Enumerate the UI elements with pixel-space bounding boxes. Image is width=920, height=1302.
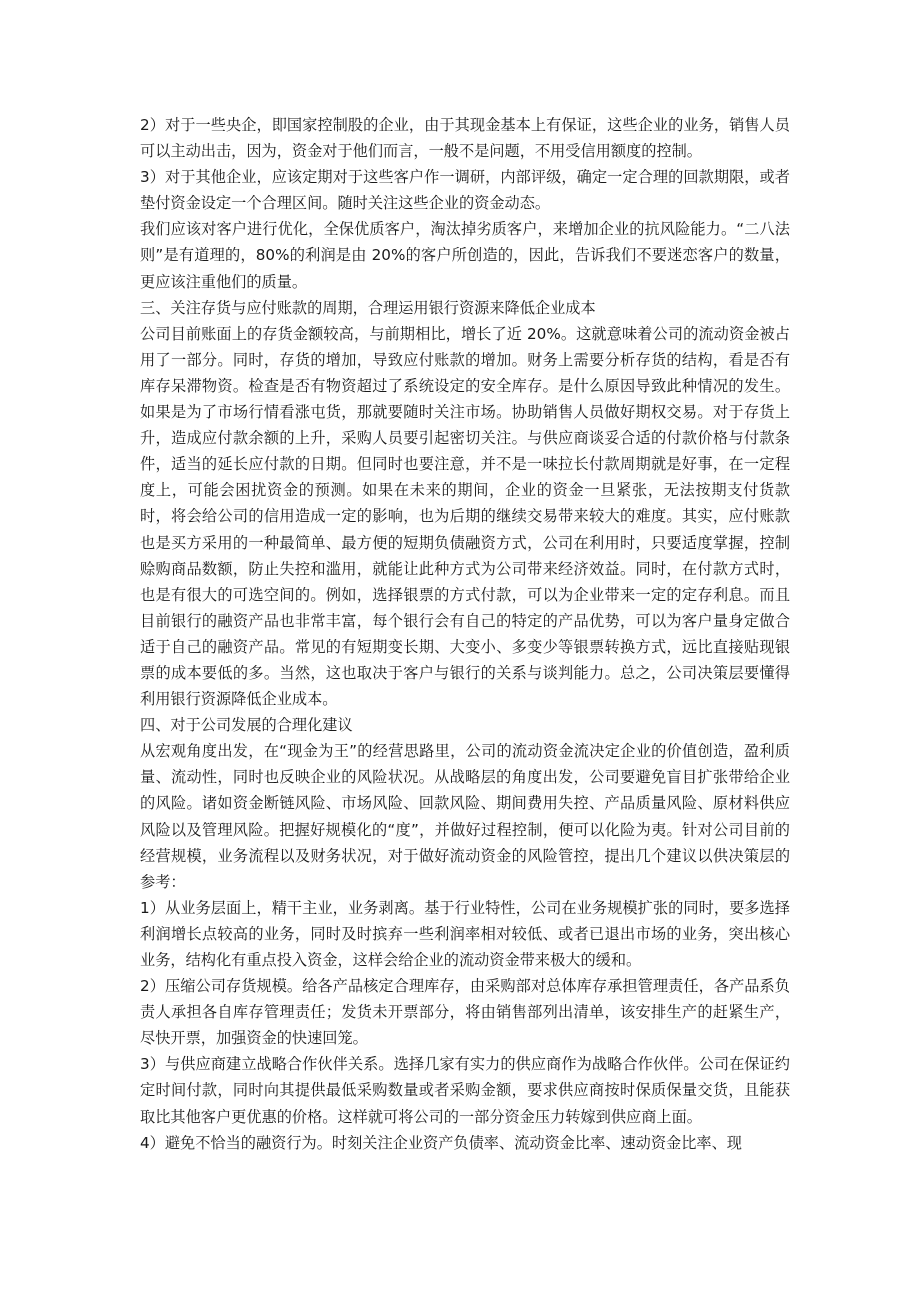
suggestion-item-4: 4）避免不恰当的融资行为。时刻关注企业资产负债率、流动资金比率、速动资金比率、现 bbox=[140, 1133, 742, 1152]
paragraph-item-3: 3）对于其他企业，应该定期对于这些客户作一调研，内部评级，确定一定合理的回款期限，或者垫付资金设定一个合理区间。随时关注这些企业的资金动态。 bbox=[140, 168, 790, 213]
suggestion-item-1: 1）从业务层面上，精干主业，业务剥离。基于行业特性，公司在业务规模扩张的同时，要多选择利润增长点较高的业务，同时及时摈弃一些利润率相对较低、或者已退出市场的业务，突出核心业务，结构化有重点投入资金，这样会给企业的流动资金带来极大的缓和。 bbox=[140, 898, 790, 969]
section-heading-4: 四、对于公司发展的合理化建议 bbox=[140, 716, 353, 735]
paragraph-macro-perspective: 从宏观角度出发，在“现金为王”的经营思路里，公司的流动资金流决定企业的价值创造，盈利质量、流动性，同时也反映企业的风险状况。从战略层的角度出发，公司要避免盲目扩张带给企业的风险。诸如资金断链风险、市场风险、回款风险、期间费用失控、产品质量风险、原材料供应风险以及管理风险。把握好规模化的“度”，并做好过程控制，便可以化险为夷。针对公司目前的经营规模，业务流程以及财务状况，对于做好流动资金的风险管控，提出几个建议以供决策层的参考： bbox=[140, 742, 790, 891]
section-heading-3: 三、关注存货与应付账款的周期，合理运用银行资源来降低企业成本 bbox=[140, 298, 596, 317]
suggestion-item-2: 2）压缩公司存货规模。给各产品核定合理库存，由采购部对总体库存承担管理责任，各产品系负责人承担各自库存管理责任；发货未开票部分，将由销售部列出清单，该安排生产的赶紧生产，尽快开票，加强资金的快速回笼。 bbox=[140, 977, 790, 1048]
document-body bbox=[140, 112, 790, 1156]
suggestion-item-3: 3）与供应商建立战略合作伙伴关系。选择几家有实力的供应商作为战略合作伙伴。公司在保证约定时间付款，同时向其提供最低采购数量或者采购金额，要求供应商按时保质保量交货，且能获取比其他客户更优惠的价格。这样就可将公司的一部分资金压力转嫁到供应商上面。 bbox=[140, 1055, 790, 1126]
paragraph-item-2: 2）对于一些央企，即国家控制股的企业，由于其现金基本上有保证，这些企业的业务，销售人员可以主动出击，因为，资金对于他们而言，一般不是问题，不用受信用额度的控制。 bbox=[140, 116, 790, 161]
paragraph-inventory-payables: 公司目前账面上的存货金额较高，与前期相比，增长了近 20%。这就意味着公司的流动资金被占用了一部分。同时，存货的增加，导致应付账款的增加。财务上需要分析存货的结构，看是否有库存呆滞物资。检查是否有物资超过了系统设定的安全库存。是什么原因导致此种情况的发生。如果是为了市场行情看涨屯货，那就要随时关注市场。协助销售人员做好期权交易。对于存货上升，造成应付款余额的上升，采购人员要引起密切关注。与供应商谈妥合适的付款价格与付款条件，适当的延长应付款的日期。但同时也要注意，并不是一味拉长付款周期就是好事，在一定程度上，可能会困扰资金的预测。如果在未来的期间，企业的资金一旦紧张，无法按期支付货款时，将会给公司的信用造成一定的影响，也为后期的继续交易带来较大的难度。其实，应付账款也是买方采用的一种最简单、最方便的短期负债融资方式，公司在利用时，只要适度掌握，控制赊购商品数额，防止失控和滥用，就能让此种方式为公司带来经济效益。同时，在付款方式时，也是有很大的可选空间的。例如，选择银票的方式付款，可以为企业带来一定的定存利息。而且目前银行的融资产品也非常丰富，每个银行会有自己的特定的产品优势，可以为客户量身定做合适于自己的融资产品。常见的有短期变长期、大变小、多变少等银票转换方式，远比直接贴现银票的成本要低的多。当然，这也取决于客户与银行的关系与谈判能力。总之，公司决策层要懂得利用银行资源降低企业成本。 bbox=[140, 324, 790, 709]
paragraph-customer-optimization: 我们应该对客户进行优化，全保优质客户，淘汰掉劣质客户，来增加企业的抗风险能力。“二八法则”是有道理的，80%的利润是由 20%的客户所创造的，因此，告诉我们不要迷恋客户的数量，更应该注重他们的质量。 bbox=[140, 220, 790, 291]
